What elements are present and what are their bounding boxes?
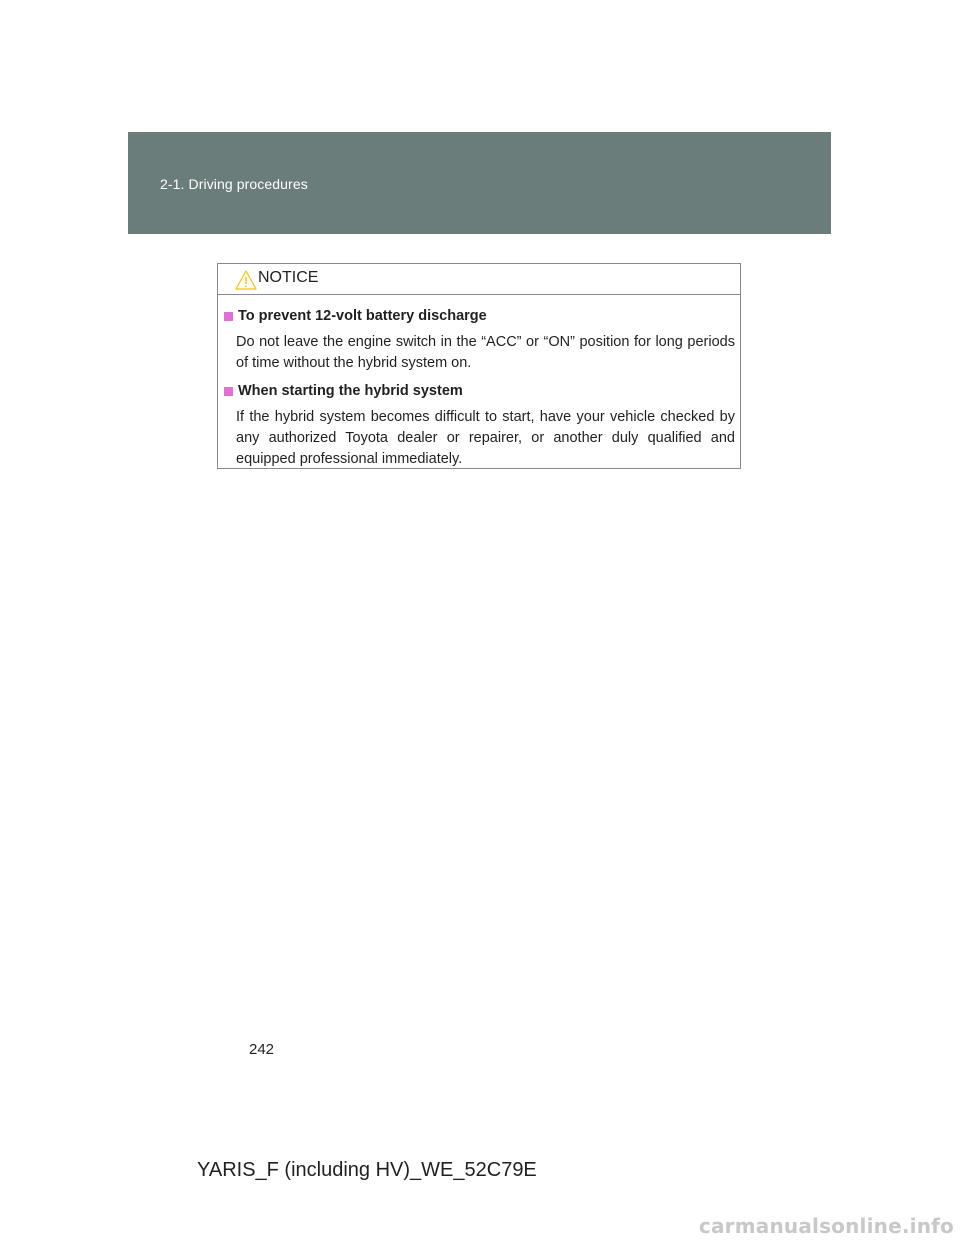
notice-header [218,264,740,295]
notice-box [217,263,741,469]
warning-triangle-icon [235,270,257,290]
notice-item-heading [224,382,735,400]
document-code: YARIS_F (including HV)_WE_52C79E [197,1159,537,1181]
bullet-square-icon [224,312,233,321]
notice-item-heading-text: When starting the hybrid system [238,383,463,399]
notice-body [218,295,740,470]
bullet-square-icon [224,387,233,396]
notice-title: NOTICE [258,269,319,286]
watermark: carmanualsonline.info [698,1214,954,1238]
page-number: 242 [249,1041,275,1058]
notice-item-text: Do not leave the engine switch in the “ACC” or “ON” position for long periods of time without the hybrid system on. [236,334,735,371]
notice-item-heading [224,307,735,325]
section-header-band [128,132,831,234]
notice-item-text: If the hybrid system becomes difficult to start, have your vehicle checked by any authorized Toyota dealer or repairer, or another duly qualified and equipped professional immediately. [236,409,735,467]
notice-item-heading-text: To prevent 12-volt battery discharge [238,308,487,324]
section-title: 2-1. Driving procedures [160,176,308,192]
